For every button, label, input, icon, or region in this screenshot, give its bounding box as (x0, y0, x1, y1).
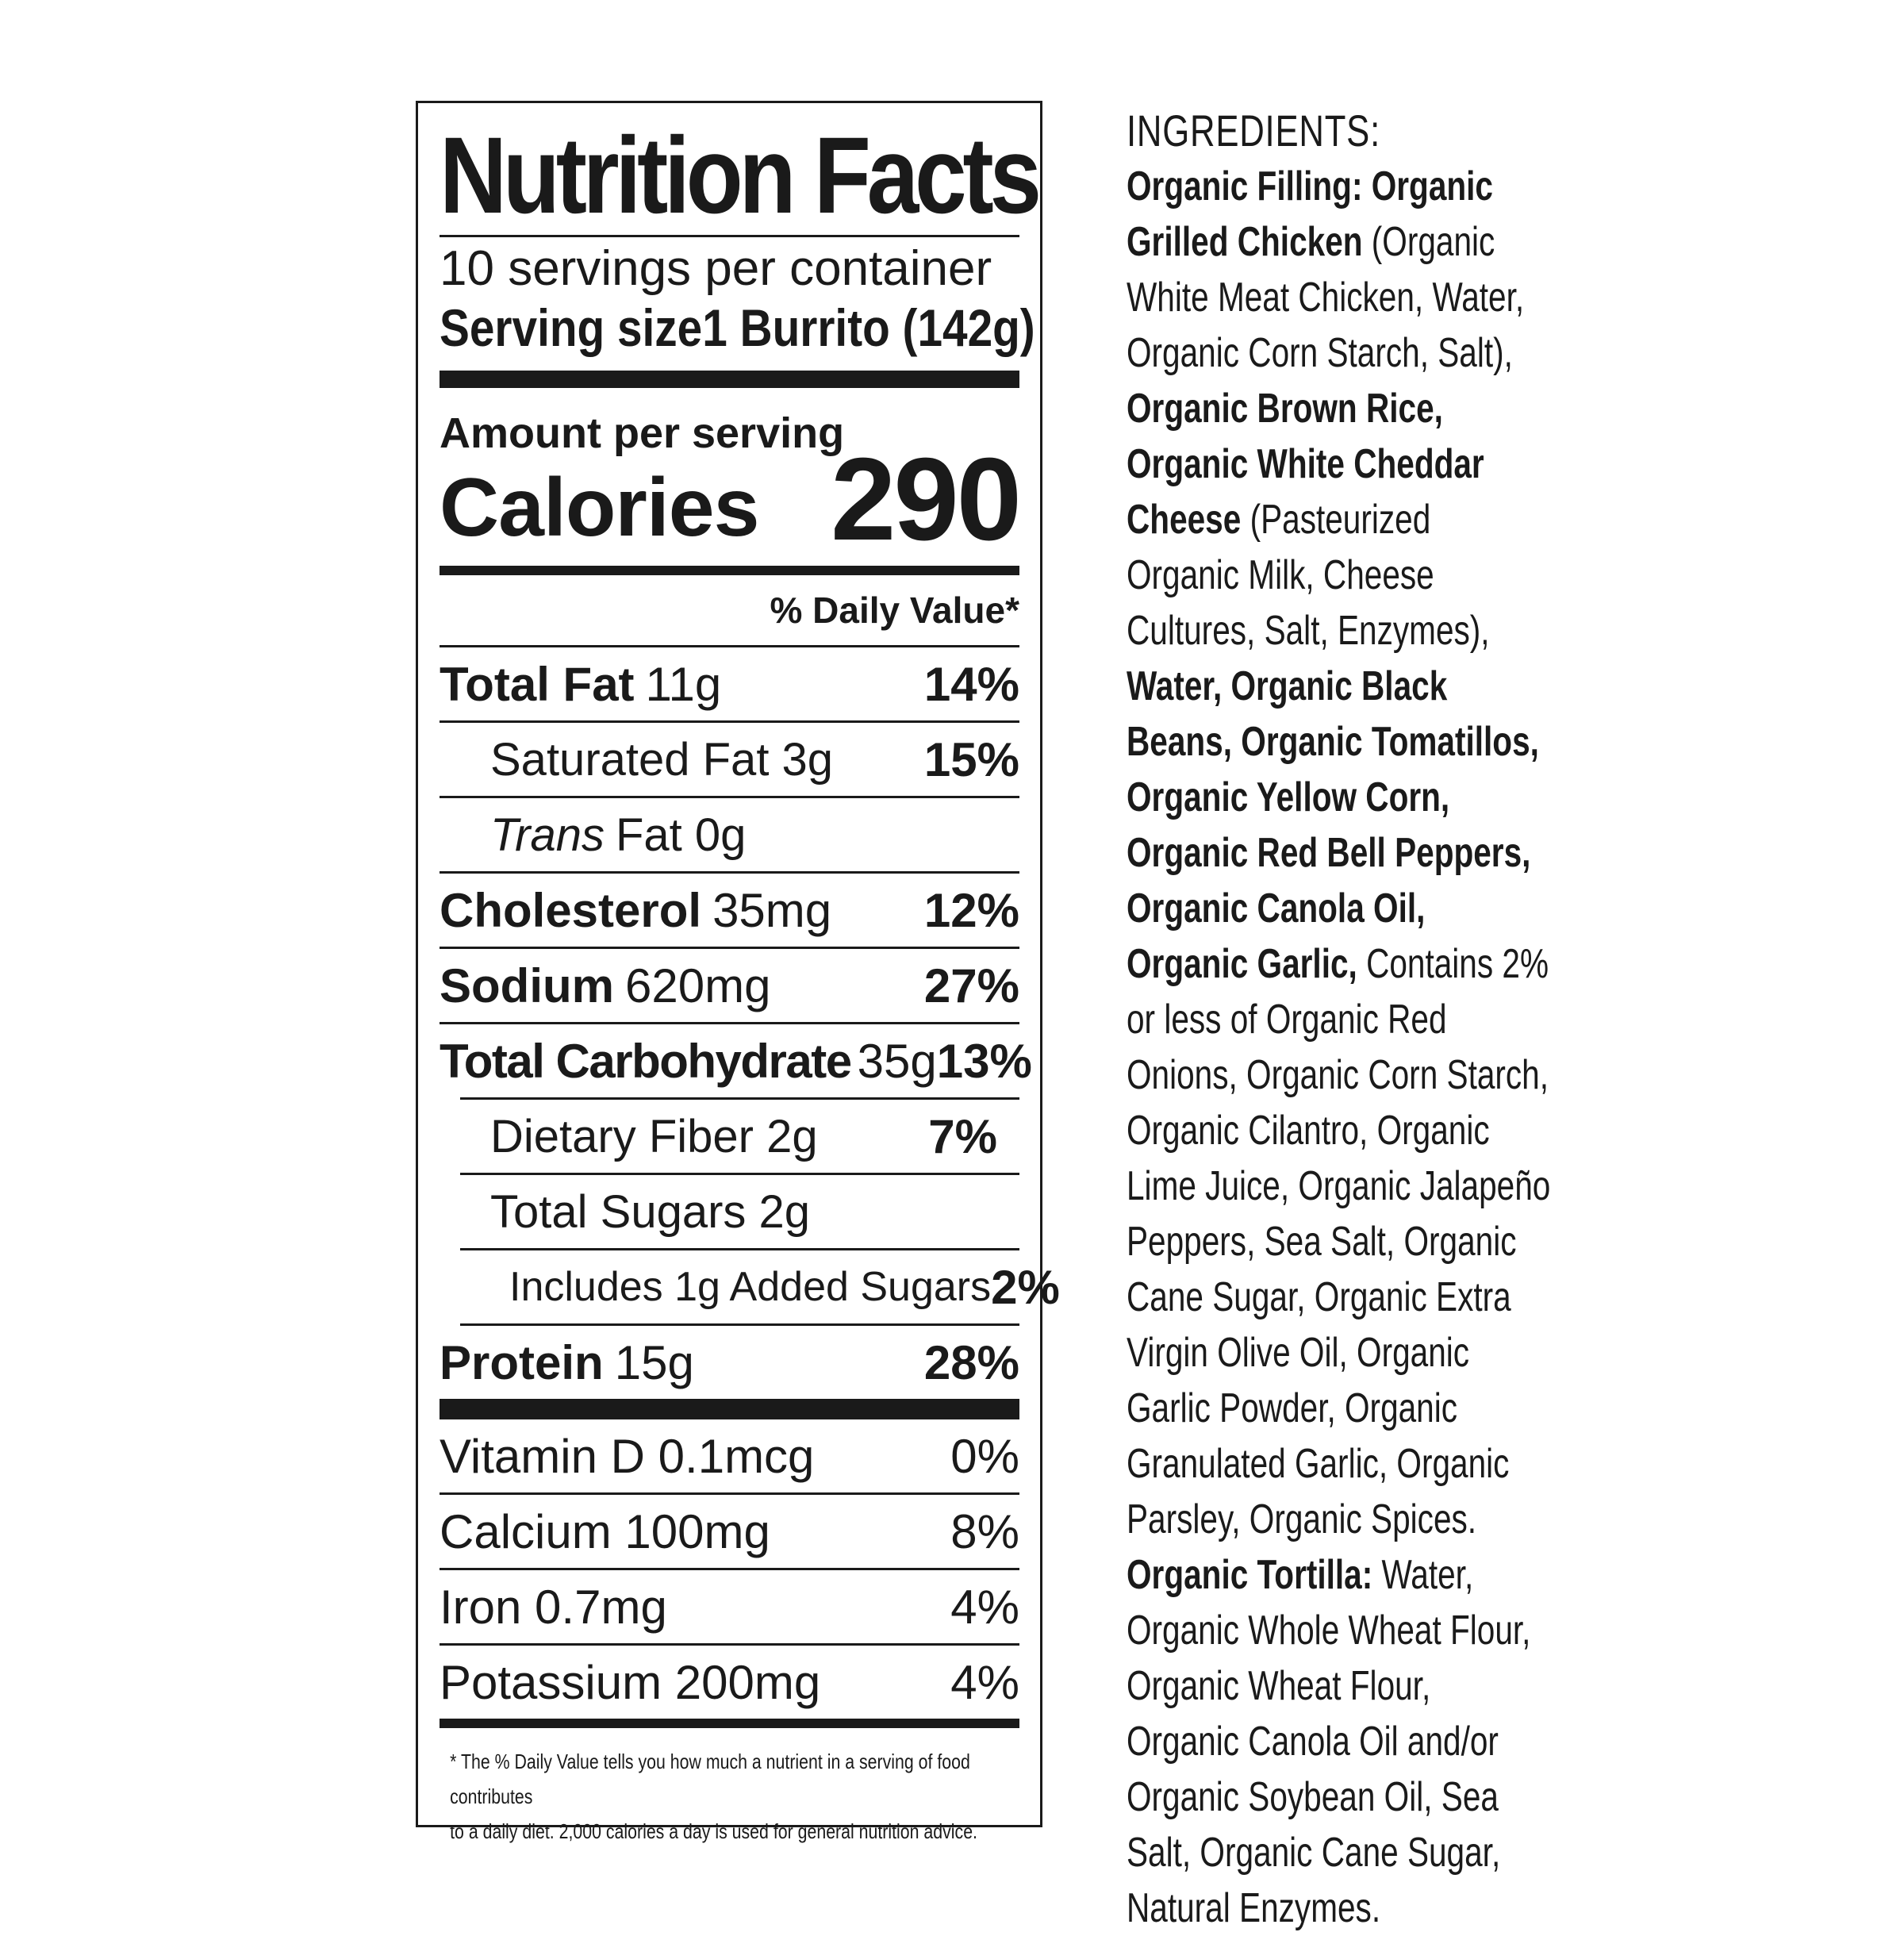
divider-medium (440, 566, 1019, 575)
vitamin-name: Vitamin D 0.1mcg (440, 1429, 815, 1483)
ingredient-segment: Organic Filling: Organic Grilled Chicken (1127, 163, 1493, 265)
nutrient-row-total-fat (440, 647, 1019, 720)
divider-medium (440, 1719, 1019, 1728)
ingredients-panel (1127, 103, 1551, 1936)
footnote-line: to a daily diet. 2,000 calories a day is used for general nutrition advice. (450, 1819, 977, 1843)
nutrient-name: Protein (440, 1335, 604, 1389)
vitamin-row-vitamin-d (440, 1419, 1019, 1492)
divider-thick (440, 1399, 1019, 1419)
nutrient-amount: 15g (614, 1335, 694, 1389)
nutrient-row-sodium (440, 949, 1019, 1022)
ingredient-segment: Organic Tortilla: (1127, 1552, 1382, 1598)
nutrient-name: Total Fat (440, 657, 635, 711)
divider-thick (440, 371, 1019, 388)
servings-per-container: 10 servings per container (440, 241, 992, 296)
nutrient-name: Total Carbohydrate (440, 1034, 851, 1088)
serving-size-value: 1 Burrito (142g) (702, 298, 1035, 357)
serving-size (440, 298, 1035, 357)
nutrient-name: Saturated Fat 3g (490, 733, 834, 786)
nutrient-name: Includes 1g Added Sugars (509, 1264, 992, 1310)
nutrient-amount: Fat 0g (615, 809, 747, 861)
nutrient-row-dietary-fiber (440, 1100, 1019, 1173)
daily-value-header: % Daily Value* (770, 590, 1019, 631)
nutrient-row-total-carbohydrate (440, 1024, 1032, 1097)
ingredient-segment: Water, Organic Black Beans, Organic Tomatillos, Organic Yellow Corn, Organic Red Bell Peppers, Organic Canola Oil, Organic Garlic, (1127, 663, 1539, 987)
ingredient-segment: Organic Brown Rice, Organic White Cheddar Cheese (1127, 386, 1484, 543)
nutrient-row-saturated-fat (440, 723, 1019, 796)
nutrient-name: Sodium (440, 958, 614, 1012)
calories-row (440, 434, 1019, 565)
nutrient-amount: 35g (857, 1034, 937, 1088)
vitamin-percent: 8% (950, 1504, 1019, 1558)
nutrient-row-protein (440, 1326, 1019, 1399)
nutrient-name: Total Sugars 2g (490, 1185, 811, 1238)
nutrient-percent: 15% (923, 732, 1019, 786)
nutrient-percent: 14% (923, 657, 1019, 711)
nutrient-amount: 620mg (625, 958, 771, 1012)
nutrient-percent: 2% (991, 1260, 1060, 1314)
ingredients-title: INGREDIENTS: (1127, 106, 1381, 156)
ingredient-segment: (Pasteurized Organic Milk, Cheese Cultures, Salt, Enzymes), (1127, 497, 1490, 654)
nutrient-percent: 13% (936, 1034, 1032, 1088)
nutrition-title: Nutrition Facts (440, 115, 1038, 236)
ingredients-text (1127, 159, 1551, 1936)
ingredient-segment: Contains 2% or less of Organic Red Onions, Organic Corn Starch, Organic Cilantro, Organic Lime Juice, Organic Jalapeño Peppers, Sea Salt, Organic Cane Sugar, Organic Extra Virgin Olive Oil, Organic Garlic Powder, Organic Granulated Garlic, Organic Parsley, Organic Spices. (1127, 941, 1551, 1542)
nutrient-percent: 28% (923, 1335, 1019, 1389)
vitamin-percent: 4% (950, 1580, 1019, 1634)
nutrient-amount: 35mg (712, 883, 832, 937)
calories-label: Calories (440, 462, 759, 554)
vitamin-name: Iron 0.7mg (440, 1580, 667, 1634)
vitamin-name: Calcium 100mg (440, 1504, 770, 1558)
nutrient-name: Cholesterol (440, 883, 702, 937)
serving-size-label: Serving size (440, 298, 703, 357)
nutrition-facts-panel (416, 101, 1060, 1843)
ingredient-segment: Water, Organic Whole Wheat Flour, Organic Wheat Flour, Organic Canola Oil and/or Organic Soybean Oil, Sea Salt, Organic Cane Sugar, Natural Enzymes. (1127, 1552, 1531, 1931)
nutrient-name: Dietary Fiber 2g (490, 1110, 818, 1162)
vitamin-name: Potassium 200mg (440, 1655, 821, 1709)
nutrient-percent: 12% (923, 883, 1019, 937)
nutrient-row-trans-fat (440, 798, 1019, 871)
nutrient-row-added-sugars (440, 1250, 1060, 1323)
footnote-line: * The % Daily Value tells you how much a nutrient in a serving of food contributes (450, 1750, 970, 1808)
nutrient-row-cholesterol (440, 874, 1019, 947)
nutrient-percent: 27% (923, 958, 1019, 1012)
daily-value-footnote (440, 1728, 1030, 1849)
vitamin-percent: 4% (950, 1655, 1019, 1709)
vitamin-row-calcium (440, 1495, 1019, 1568)
nutrient-amount: 11g (645, 657, 722, 711)
nutrient-name: Trans (490, 809, 605, 861)
calories-value: 290 (831, 434, 1019, 565)
vitamin-row-potassium (440, 1646, 1019, 1719)
vitamin-row-iron (440, 1570, 1019, 1643)
amount-per-serving: Amount per serving (440, 409, 845, 457)
nutrient-percent: 7% (928, 1109, 997, 1163)
ingredient-segment: (Organic White Meat Chicken, Water, Organic Corn Starch, Salt), (1127, 219, 1525, 376)
vitamin-percent: 0% (950, 1429, 1019, 1483)
nutrient-row-total-sugars (440, 1175, 1019, 1248)
